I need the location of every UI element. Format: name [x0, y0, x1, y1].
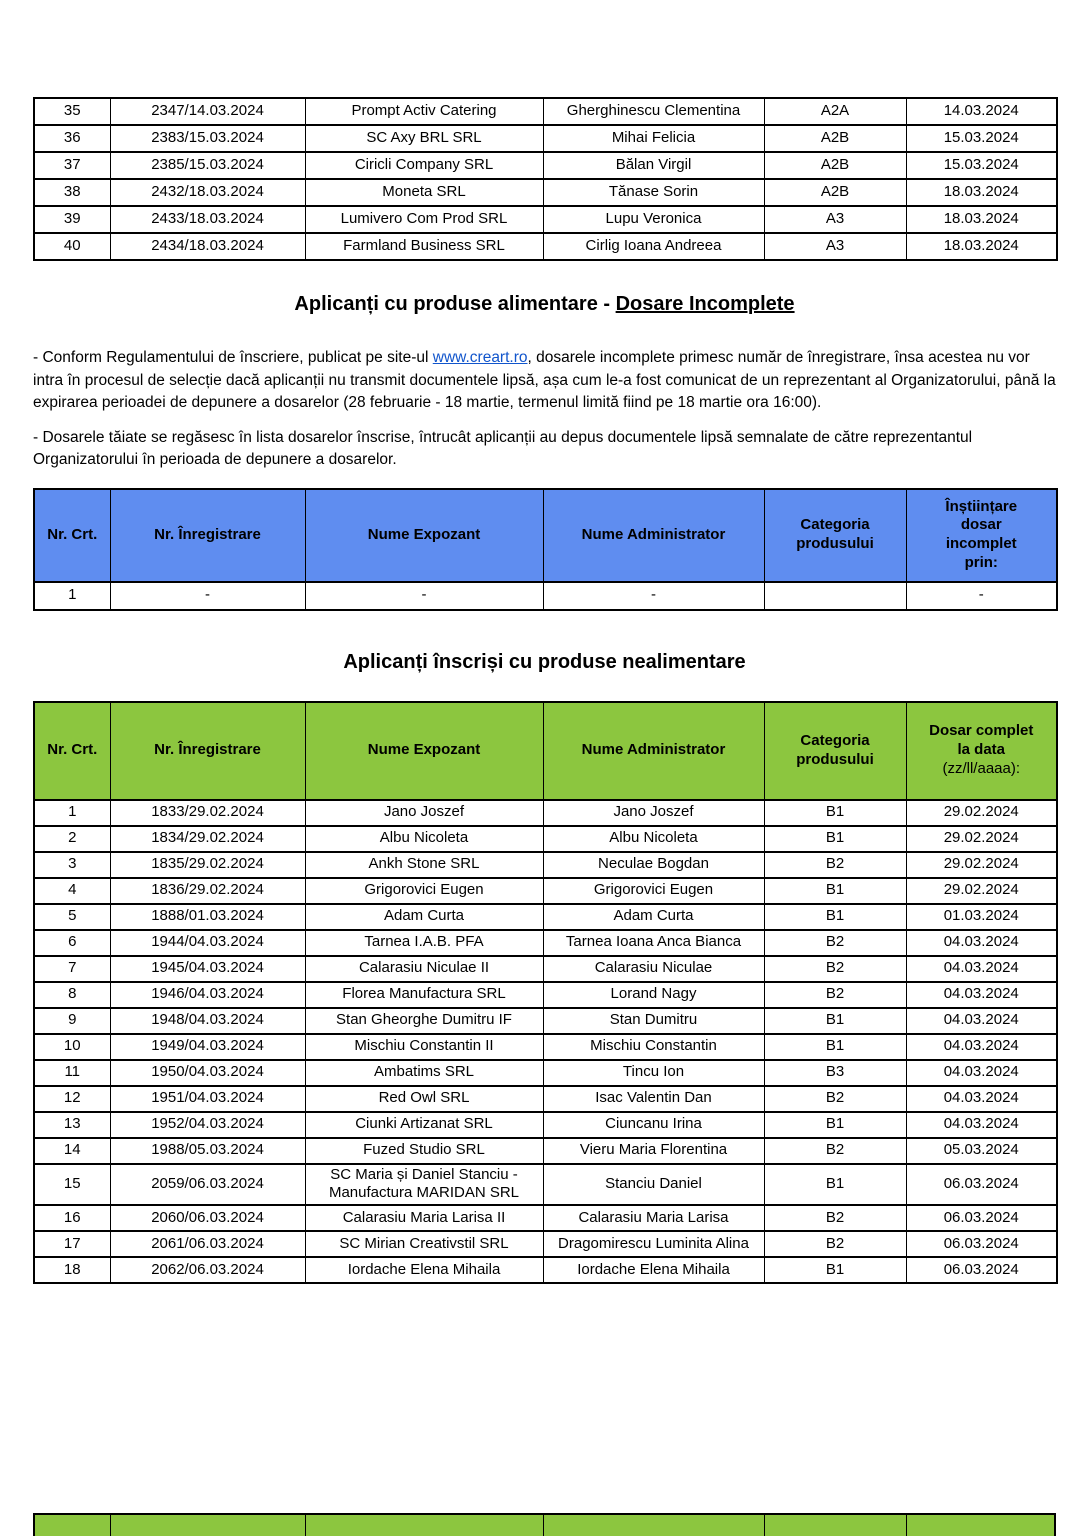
cell: 1949/04.03.2024: [110, 1034, 305, 1060]
cell: 7: [34, 956, 110, 982]
col-header-nume-expozant: Nume Expozant: [305, 489, 543, 582]
table-row: [34, 878, 1057, 904]
cell: -: [906, 582, 1057, 610]
cell: B1: [764, 1257, 906, 1283]
cell: 15.03.2024: [906, 125, 1057, 152]
cell: 04.03.2024: [906, 956, 1057, 982]
cell: 29.02.2024: [906, 878, 1057, 904]
cell: 18.03.2024: [906, 179, 1057, 206]
col-header-nr-inregistrare: Nr. Înregistrare: [110, 489, 305, 582]
table-row: [34, 852, 1057, 878]
cell: 29.02.2024: [906, 800, 1057, 826]
cell: 18: [34, 1257, 110, 1283]
cell: 29.02.2024: [906, 826, 1057, 852]
cell: 1944/04.03.2024: [110, 930, 305, 956]
table-row: [34, 179, 1057, 206]
cell: B1: [764, 1034, 906, 1060]
heading-incomplete-underlined: Dosare Incomplete: [615, 293, 795, 315]
cell: Moneta SRL: [305, 179, 543, 206]
cell: Grigorovici Eugen: [305, 878, 543, 904]
cell: 06.03.2024: [906, 1231, 1057, 1257]
cell: A2B: [764, 152, 906, 179]
cell: Calarasiu Niculae: [543, 956, 764, 982]
cell: Adam Curta: [305, 904, 543, 930]
cell: Farmland Business SRL: [305, 233, 543, 260]
cell: B2: [764, 956, 906, 982]
cell: Lupu Veronica: [543, 206, 764, 233]
cell: Ciricli Company SRL: [305, 152, 543, 179]
cell: 1836/29.02.2024: [110, 878, 305, 904]
cell: 3: [34, 852, 110, 878]
table-row: [34, 206, 1057, 233]
col-header-nr-inregistrare: Nr. Înregistrare: [110, 702, 305, 800]
cell: 35: [34, 98, 110, 125]
cell: B3: [764, 1060, 906, 1086]
cell: 1835/29.02.2024: [110, 852, 305, 878]
cell: Mischiu Constantin: [543, 1034, 764, 1060]
cell: Iordache Elena Mihaila: [305, 1257, 543, 1283]
cell: B1: [764, 878, 906, 904]
cell: 1834/29.02.2024: [110, 826, 305, 852]
cell: Ankh Stone SRL: [305, 852, 543, 878]
note-regulation-text-before: - Conform Regulamentului de înscriere, publicat pe site-ul: [33, 349, 433, 366]
cell: Albu Nicoleta: [305, 826, 543, 852]
cell: A2B: [764, 125, 906, 152]
cell: -: [110, 582, 305, 610]
cell: 1888/01.03.2024: [110, 904, 305, 930]
cell: Fuzed Studio SRL: [305, 1138, 543, 1164]
cell: 2347/14.03.2024: [110, 98, 305, 125]
table-row: [34, 1138, 1057, 1164]
cell: Tarnea I.A.B. PFA: [305, 930, 543, 956]
cell: 5: [34, 904, 110, 930]
cell: 15.03.2024: [906, 152, 1057, 179]
column-separator: [543, 1515, 544, 1536]
cell: Cirlig Ioana Andreea: [543, 233, 764, 260]
cell: [764, 582, 906, 610]
cell: B2: [764, 1231, 906, 1257]
cell: 2432/18.03.2024: [110, 179, 305, 206]
cell: -: [305, 582, 543, 610]
cell: 39: [34, 206, 110, 233]
creart-link[interactable]: www.creart.ro: [432, 349, 528, 366]
cell: 18.03.2024: [906, 206, 1057, 233]
cell: 04.03.2024: [906, 1060, 1057, 1086]
col-header-nume-expozant: Nume Expozant: [305, 702, 543, 800]
cell: Florea Manufactura SRL: [305, 982, 543, 1008]
cell: 04.03.2024: [906, 982, 1057, 1008]
cell: 29.02.2024: [906, 852, 1057, 878]
cell: A3: [764, 206, 906, 233]
cell: 04.03.2024: [906, 1034, 1057, 1060]
column-separator: [305, 1515, 306, 1536]
cell: 04.03.2024: [906, 1008, 1057, 1034]
cell: SC Maria și Daniel Stanciu - Manufactura MARIDAN SRL: [305, 1164, 543, 1206]
col-header-categoria: Categoria produsului: [764, 489, 906, 582]
cell: Mischiu Constantin II: [305, 1034, 543, 1060]
cell: B1: [764, 800, 906, 826]
cell: 38: [34, 179, 110, 206]
cell: B1: [764, 1112, 906, 1138]
table-row: [34, 982, 1057, 1008]
cell: Tarnea Ioana Anca Bianca: [543, 930, 764, 956]
cell: 1: [34, 800, 110, 826]
cell: SC Axy BRL SRL: [305, 125, 543, 152]
cell: 2433/18.03.2024: [110, 206, 305, 233]
cell: A3: [764, 233, 906, 260]
cell: B2: [764, 1205, 906, 1231]
table-row: [34, 98, 1057, 125]
cell: 18.03.2024: [906, 233, 1057, 260]
table-row: [34, 1034, 1057, 1060]
note-regulation: [33, 347, 1056, 415]
cell: 04.03.2024: [906, 930, 1057, 956]
cell: A2B: [764, 179, 906, 206]
cell: Ciuncanu Irina: [543, 1112, 764, 1138]
cell: Calarasiu Niculae II: [305, 956, 543, 982]
col-header-dosar-complet: Dosar complet la data (zz/ll/aaaa):: [906, 702, 1057, 800]
cell: -: [543, 582, 764, 610]
cell: 16: [34, 1205, 110, 1231]
column-separator: [110, 1515, 111, 1536]
column-separator: [906, 1515, 907, 1536]
cell: Dragomirescu Luminita Alina: [543, 1231, 764, 1257]
cell: B1: [764, 826, 906, 852]
table-row: [34, 233, 1057, 260]
cell: Stan Dumitru: [543, 1008, 764, 1034]
cell: 2434/18.03.2024: [110, 233, 305, 260]
cell: A2A: [764, 98, 906, 125]
table-row: [34, 152, 1057, 179]
cell: Mihai Felicia: [543, 125, 764, 152]
cell: 1948/04.03.2024: [110, 1008, 305, 1034]
cell: 2061/06.03.2024: [110, 1231, 305, 1257]
cell: 05.03.2024: [906, 1138, 1057, 1164]
col-header-nr-crt: Nr. Crt.: [34, 702, 110, 800]
cell: 06.03.2024: [906, 1205, 1057, 1231]
cell: 2383/15.03.2024: [110, 125, 305, 152]
table-row: [34, 1205, 1057, 1231]
col-header-nr-crt: Nr. Crt.: [34, 489, 110, 582]
cell: Vieru Maria Florentina: [543, 1138, 764, 1164]
col-header-categoria: Categoria produsului: [764, 702, 906, 800]
cell: 36: [34, 125, 110, 152]
cell: Lorand Nagy: [543, 982, 764, 1008]
column-separator: [764, 1515, 765, 1536]
cell: Ciunki Artizanat SRL: [305, 1112, 543, 1138]
next-table-header-sliver: [33, 1513, 1056, 1536]
cell: 13: [34, 1112, 110, 1138]
cell: B2: [764, 982, 906, 1008]
table-row: [34, 826, 1057, 852]
cell: 2062/06.03.2024: [110, 1257, 305, 1283]
cell: 04.03.2024: [906, 1112, 1057, 1138]
cell: Gherghinescu Clementina: [543, 98, 764, 125]
page-content: [33, 97, 1056, 1284]
cell: Tănase Sorin: [543, 179, 764, 206]
nonfood-applicants-table: [33, 701, 1058, 1285]
cell: Jano Joszef: [305, 800, 543, 826]
cell: B1: [764, 1008, 906, 1034]
note-regulation-text-after: , dosarele incomplete primesc număr de înregistrare, însa acestea nu vor intra în procesul de selecție dacă aplicanții nu transmit documentele lipsă, așa cum le-a fost comunicat de un reprezentant al Organizatorului, până la expirarea perioadei de depunere a dosarelor (28 februarie - 18 martie, termenul limită fiind pe 18 martie ora 16:00).: [33, 349, 1056, 411]
table-row: [34, 904, 1057, 930]
col-header-instiintare: Înștiințare dosar incomplet prin:: [906, 489, 1057, 582]
cell: 2059/06.03.2024: [110, 1164, 305, 1206]
table-row: [34, 1008, 1057, 1034]
cell: Jano Joszef: [543, 800, 764, 826]
cell: 01.03.2024: [906, 904, 1057, 930]
cell: 17: [34, 1231, 110, 1257]
table-row: [34, 930, 1057, 956]
cell: 04.03.2024: [906, 1086, 1057, 1112]
cell: B2: [764, 1086, 906, 1112]
cell: Stanciu Daniel: [543, 1164, 764, 1206]
cell: B1: [764, 1164, 906, 1206]
cell: B2: [764, 852, 906, 878]
heading-incomplete-prefix: Aplicanți cu produse alimentare -: [294, 293, 616, 315]
cell: 12: [34, 1086, 110, 1112]
table-row: [34, 582, 1057, 610]
cell: 14: [34, 1138, 110, 1164]
cell: Isac Valentin Dan: [543, 1086, 764, 1112]
cell: 06.03.2024: [906, 1257, 1057, 1283]
table-row: [34, 1164, 1057, 1206]
cell: B2: [764, 1138, 906, 1164]
cell: Red Owl SRL: [305, 1086, 543, 1112]
table-row: [34, 1112, 1057, 1138]
cell: Neculae Bogdan: [543, 852, 764, 878]
cell: 1: [34, 582, 110, 610]
cell: 1988/05.03.2024: [110, 1138, 305, 1164]
cell: Grigorovici Eugen: [543, 878, 764, 904]
col-header-nume-administrator: Nume Administrator: [543, 702, 764, 800]
cell: 1951/04.03.2024: [110, 1086, 305, 1112]
incomplete-dossiers-table: [33, 488, 1058, 611]
table-row: [34, 956, 1057, 982]
cell: 10: [34, 1034, 110, 1060]
cell: B1: [764, 904, 906, 930]
cell: Albu Nicoleta: [543, 826, 764, 852]
cell: 11: [34, 1060, 110, 1086]
table-row: [34, 1257, 1057, 1283]
food-applicants-table-continued: [33, 97, 1058, 261]
cell: 40: [34, 233, 110, 260]
cell: Stan Gheorghe Dumitru IF: [305, 1008, 543, 1034]
table-row: [34, 1060, 1057, 1086]
cell: 06.03.2024: [906, 1164, 1057, 1206]
cell: Lumivero Com Prod SRL: [305, 206, 543, 233]
cell: 4: [34, 878, 110, 904]
cell: Prompt Activ Catering: [305, 98, 543, 125]
date-format-note: (zz/ll/aaaa):: [942, 759, 1021, 777]
table-row: [34, 1231, 1057, 1257]
cell: Bălan Virgil: [543, 152, 764, 179]
cell: Calarasiu Maria Larisa: [543, 1205, 764, 1231]
heading-incomplete-dossiers: [33, 291, 1056, 317]
cell: 2: [34, 826, 110, 852]
cell: Ambatims SRL: [305, 1060, 543, 1086]
cell: 2385/15.03.2024: [110, 152, 305, 179]
header-row: [34, 702, 1057, 800]
cell: SC Mirian Creativstil SRL: [305, 1231, 543, 1257]
table-row: [34, 800, 1057, 826]
heading-nonfood-applicants: Aplicanți înscriși cu produse nealimentare: [343, 650, 746, 673]
cell: 2060/06.03.2024: [110, 1205, 305, 1231]
cell: Calarasiu Maria Larisa II: [305, 1205, 543, 1231]
cell: Iordache Elena Mihaila: [543, 1257, 764, 1283]
cell: 1952/04.03.2024: [110, 1112, 305, 1138]
cell: 1950/04.03.2024: [110, 1060, 305, 1086]
cell: 1945/04.03.2024: [110, 956, 305, 982]
cell: 9: [34, 1008, 110, 1034]
cell: Adam Curta: [543, 904, 764, 930]
col-header-nume-administrator: Nume Administrator: [543, 489, 764, 582]
cell: 1946/04.03.2024: [110, 982, 305, 1008]
table-row: [34, 1086, 1057, 1112]
cell: 37: [34, 152, 110, 179]
cell: 6: [34, 930, 110, 956]
cell: B2: [764, 930, 906, 956]
cell: 8: [34, 982, 110, 1008]
table-row: [34, 125, 1057, 152]
cell: 1833/29.02.2024: [110, 800, 305, 826]
header-row: [34, 489, 1057, 582]
cell: 15: [34, 1164, 110, 1206]
cell: Tincu Ion: [543, 1060, 764, 1086]
cell: 14.03.2024: [906, 98, 1057, 125]
note-cut-dossiers: - Dosarele tăiate se regăsesc în lista dosarelor înscrise, întrucât aplicanții au depus documentele lipsă semnalate de către reprezentantul Organizatorului în perioada de depunere a dosarelor.: [33, 428, 973, 468]
